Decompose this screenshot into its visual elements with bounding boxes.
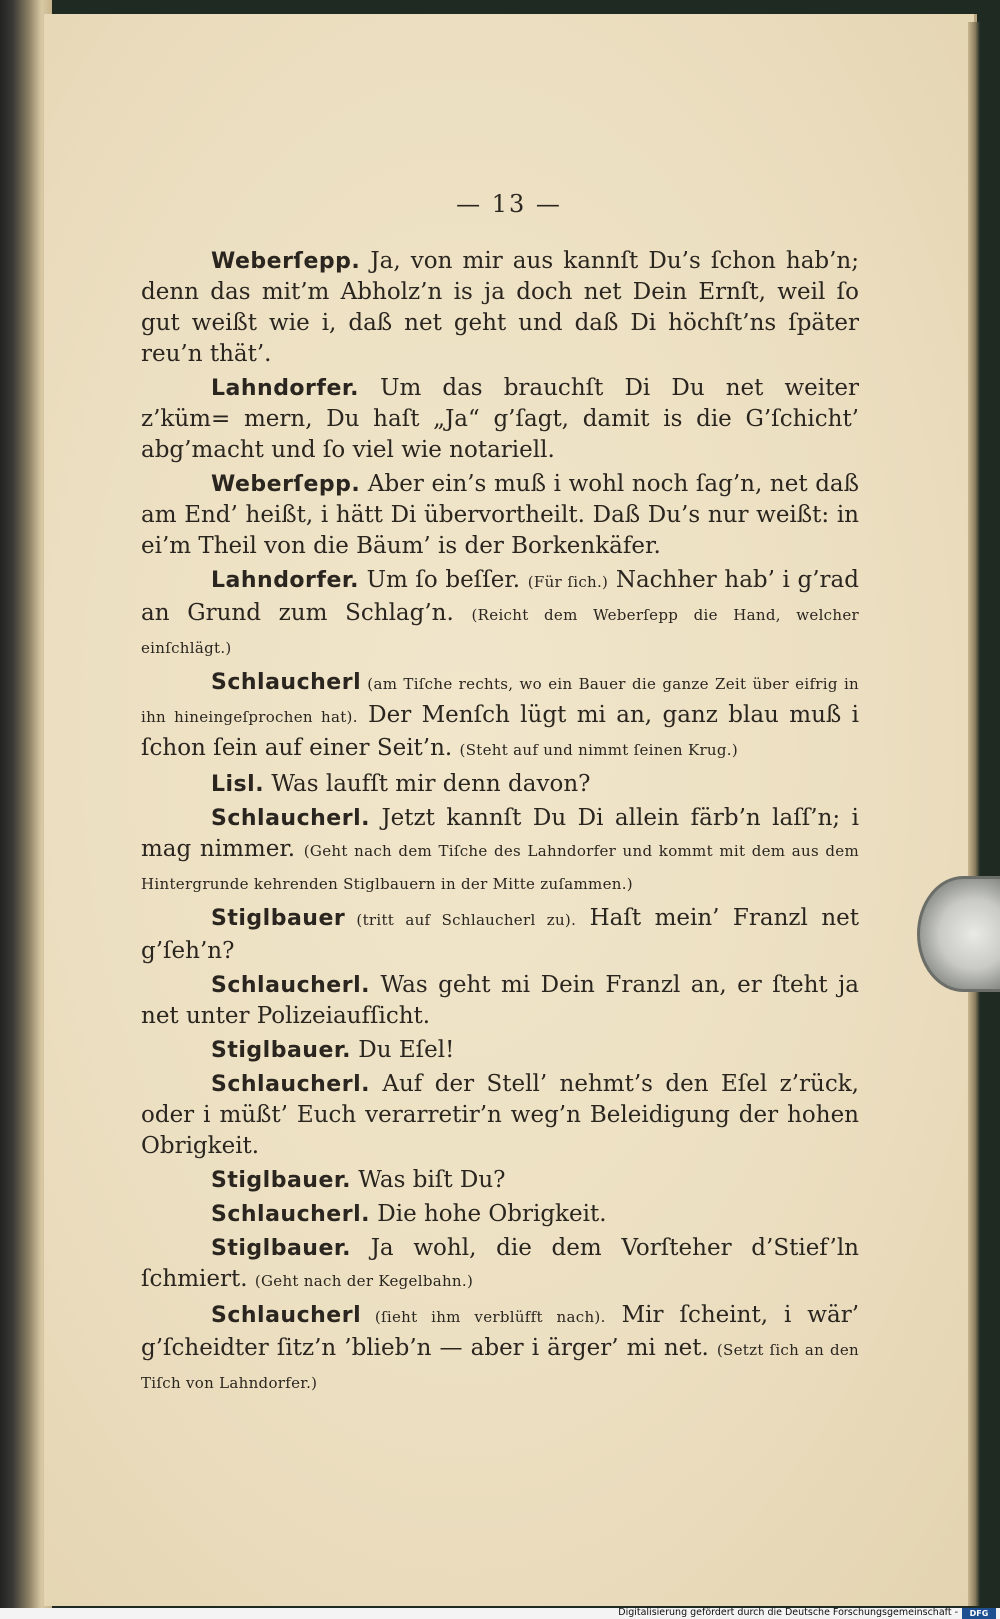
speaker-name: Weberſepp. — [211, 472, 361, 497]
speaker-name: Stiglbauer — [211, 906, 346, 931]
speaker-name: Schlaucherl. — [211, 1072, 370, 1097]
dialogue-paragraph — [141, 373, 859, 466]
speech-text: Was biſt Du? — [350, 1167, 506, 1193]
stage-direction: (Steht auf und nimmt ſeinen Krug.) — [459, 741, 739, 759]
speaker-name: Lahndorfer. — [211, 376, 359, 401]
page-edge — [968, 22, 980, 1606]
speech-text: Haſt mein’ Franzl net g’ſeh’n? — [141, 905, 859, 964]
speech-text: Um ſo beſſer. — [358, 567, 528, 593]
dialogue-paragraph — [141, 667, 859, 766]
speaker-name: Schlaucherl — [211, 1303, 362, 1328]
speech-text: Die hohe Obrigkeit. — [369, 1201, 607, 1227]
dialogue-paragraph — [141, 246, 859, 370]
speaker-name: Schlaucherl — [211, 670, 362, 695]
stage-direction: (am Tiſche rechts, wo ein Bauer die ganze Zeit über eifrig in ihn hineingeſprochen hat). — [141, 675, 859, 726]
dialogue-paragraph — [141, 769, 859, 800]
speaker-name: Lahndorfer. — [211, 568, 359, 593]
dialogue-paragraph — [141, 1300, 859, 1399]
dialogue-paragraph — [141, 565, 859, 664]
dialogue-paragraph — [141, 903, 859, 967]
stage-direction: (Reicht dem Weberſepp die Hand, welcher einſchlägt.) — [141, 606, 859, 657]
speaker-name: Lisl. — [211, 772, 265, 797]
speech-text: Aber ein’s muß i wohl noch ſag’n, net daß am End’ heißt, i hätt Di übervortheilt. Daß Du’s nur weißt: in ei’m Theil von die Bäum’ is der Borkenkäfer. — [141, 471, 859, 559]
speaker-name: Schlaucherl. — [211, 1202, 370, 1227]
speech-text: Jetzt kannſt Du Di allein färb’n laſſ’n; i mag nimmer. — [141, 805, 859, 862]
dialogue-paragraph — [141, 803, 859, 900]
footer-credit: Digitalisierung gefördert durch die Deutsche Forschungsgemeinschaft - — [618, 1607, 958, 1618]
page-clip — [917, 876, 1000, 992]
speaker-name: Stiglbauer. — [211, 1168, 351, 1193]
dialogue-paragraph — [141, 1069, 859, 1162]
speech-text: Ja, von mir aus kannſt Du’s ſchon hab’n; denn das mit’m Abholz’n is ja doch net Dein Ernſt, weil ſo gut weißt wie i, daß net geht und daß Di höchſt’ns ſpäter reu’n thät’. — [141, 248, 859, 367]
speaker-name: Stiglbauer. — [211, 1038, 351, 1063]
speech-text: Auf der Stell’ nehmt’s den Eſel z’rück, oder i müßt’ Euch verarretir’n weg’n Beleidigung der hohen Obrigkeit. — [141, 1071, 859, 1159]
speaker-name: Schlaucherl. — [211, 806, 370, 831]
dialogue-paragraph — [141, 1233, 859, 1297]
speech-text: Der Menſch lügt mi an, ganz blau muß i ſchon ſein auf einer Seit’n. — [141, 702, 859, 761]
speech-text: Um das brauchſt Di Du net weiter z’küm= mern, Du haſt „Ja“ g’ſagt, damit is die G’ſchicht’ abg’macht und ſo viel wie notariell. — [141, 375, 859, 463]
dfg-logo: DFG — [962, 1608, 996, 1619]
play-text — [141, 246, 859, 1402]
speaker-name: Stiglbauer. — [211, 1236, 351, 1261]
speech-text: Nachher hab’ i g’rad an Grund zum Schlag’n. — [141, 567, 859, 626]
digitization-footer — [0, 1608, 1000, 1619]
stage-direction: (tritt auf Schlaucherl zu). — [345, 911, 577, 929]
stage-direction: (Geht nach der Kegelbahn.) — [254, 1272, 474, 1290]
dialogue-paragraph — [141, 469, 859, 562]
stage-direction: (Setzt ſich an den Tiſch von Lahndorfer.) — [141, 1341, 859, 1392]
page-number: — 13 — — [456, 190, 562, 218]
speech-text: Mir ſcheint, i wär’ g’ſcheidter ſitz’n ’blieb’n — aber i ärger’ mi net. — [141, 1302, 860, 1361]
dialogue-paragraph — [141, 970, 859, 1032]
stage-direction: (ſieht ihm verblüfft nach). — [361, 1308, 606, 1326]
speaker-name: Schlaucherl. — [211, 973, 370, 998]
dialogue-paragraph — [141, 1035, 859, 1066]
dialogue-paragraph — [141, 1199, 859, 1230]
speech-text: Was geht mi Dein Franzl an, er ſteht ja net unter Polizeiaufſicht. — [141, 972, 859, 1029]
speech-text: Du Eſel! — [350, 1037, 455, 1063]
stage-direction: (Für ſich.) — [527, 573, 609, 591]
stage-direction: (Geht nach dem Tiſche des Lahndorfer und kommt mit dem aus dem Hintergrunde kehrenden Stiglbauern in der Mitte zuſammen.) — [141, 842, 859, 893]
speech-text: Ja wohl, die dem Vorſteher d’Stief’ln ſchmiert. — [141, 1235, 859, 1292]
speech-text: Was laufſt mir denn davon? — [264, 771, 591, 797]
speaker-name: Weberſepp. — [211, 249, 361, 274]
dialogue-paragraph — [141, 1165, 859, 1196]
